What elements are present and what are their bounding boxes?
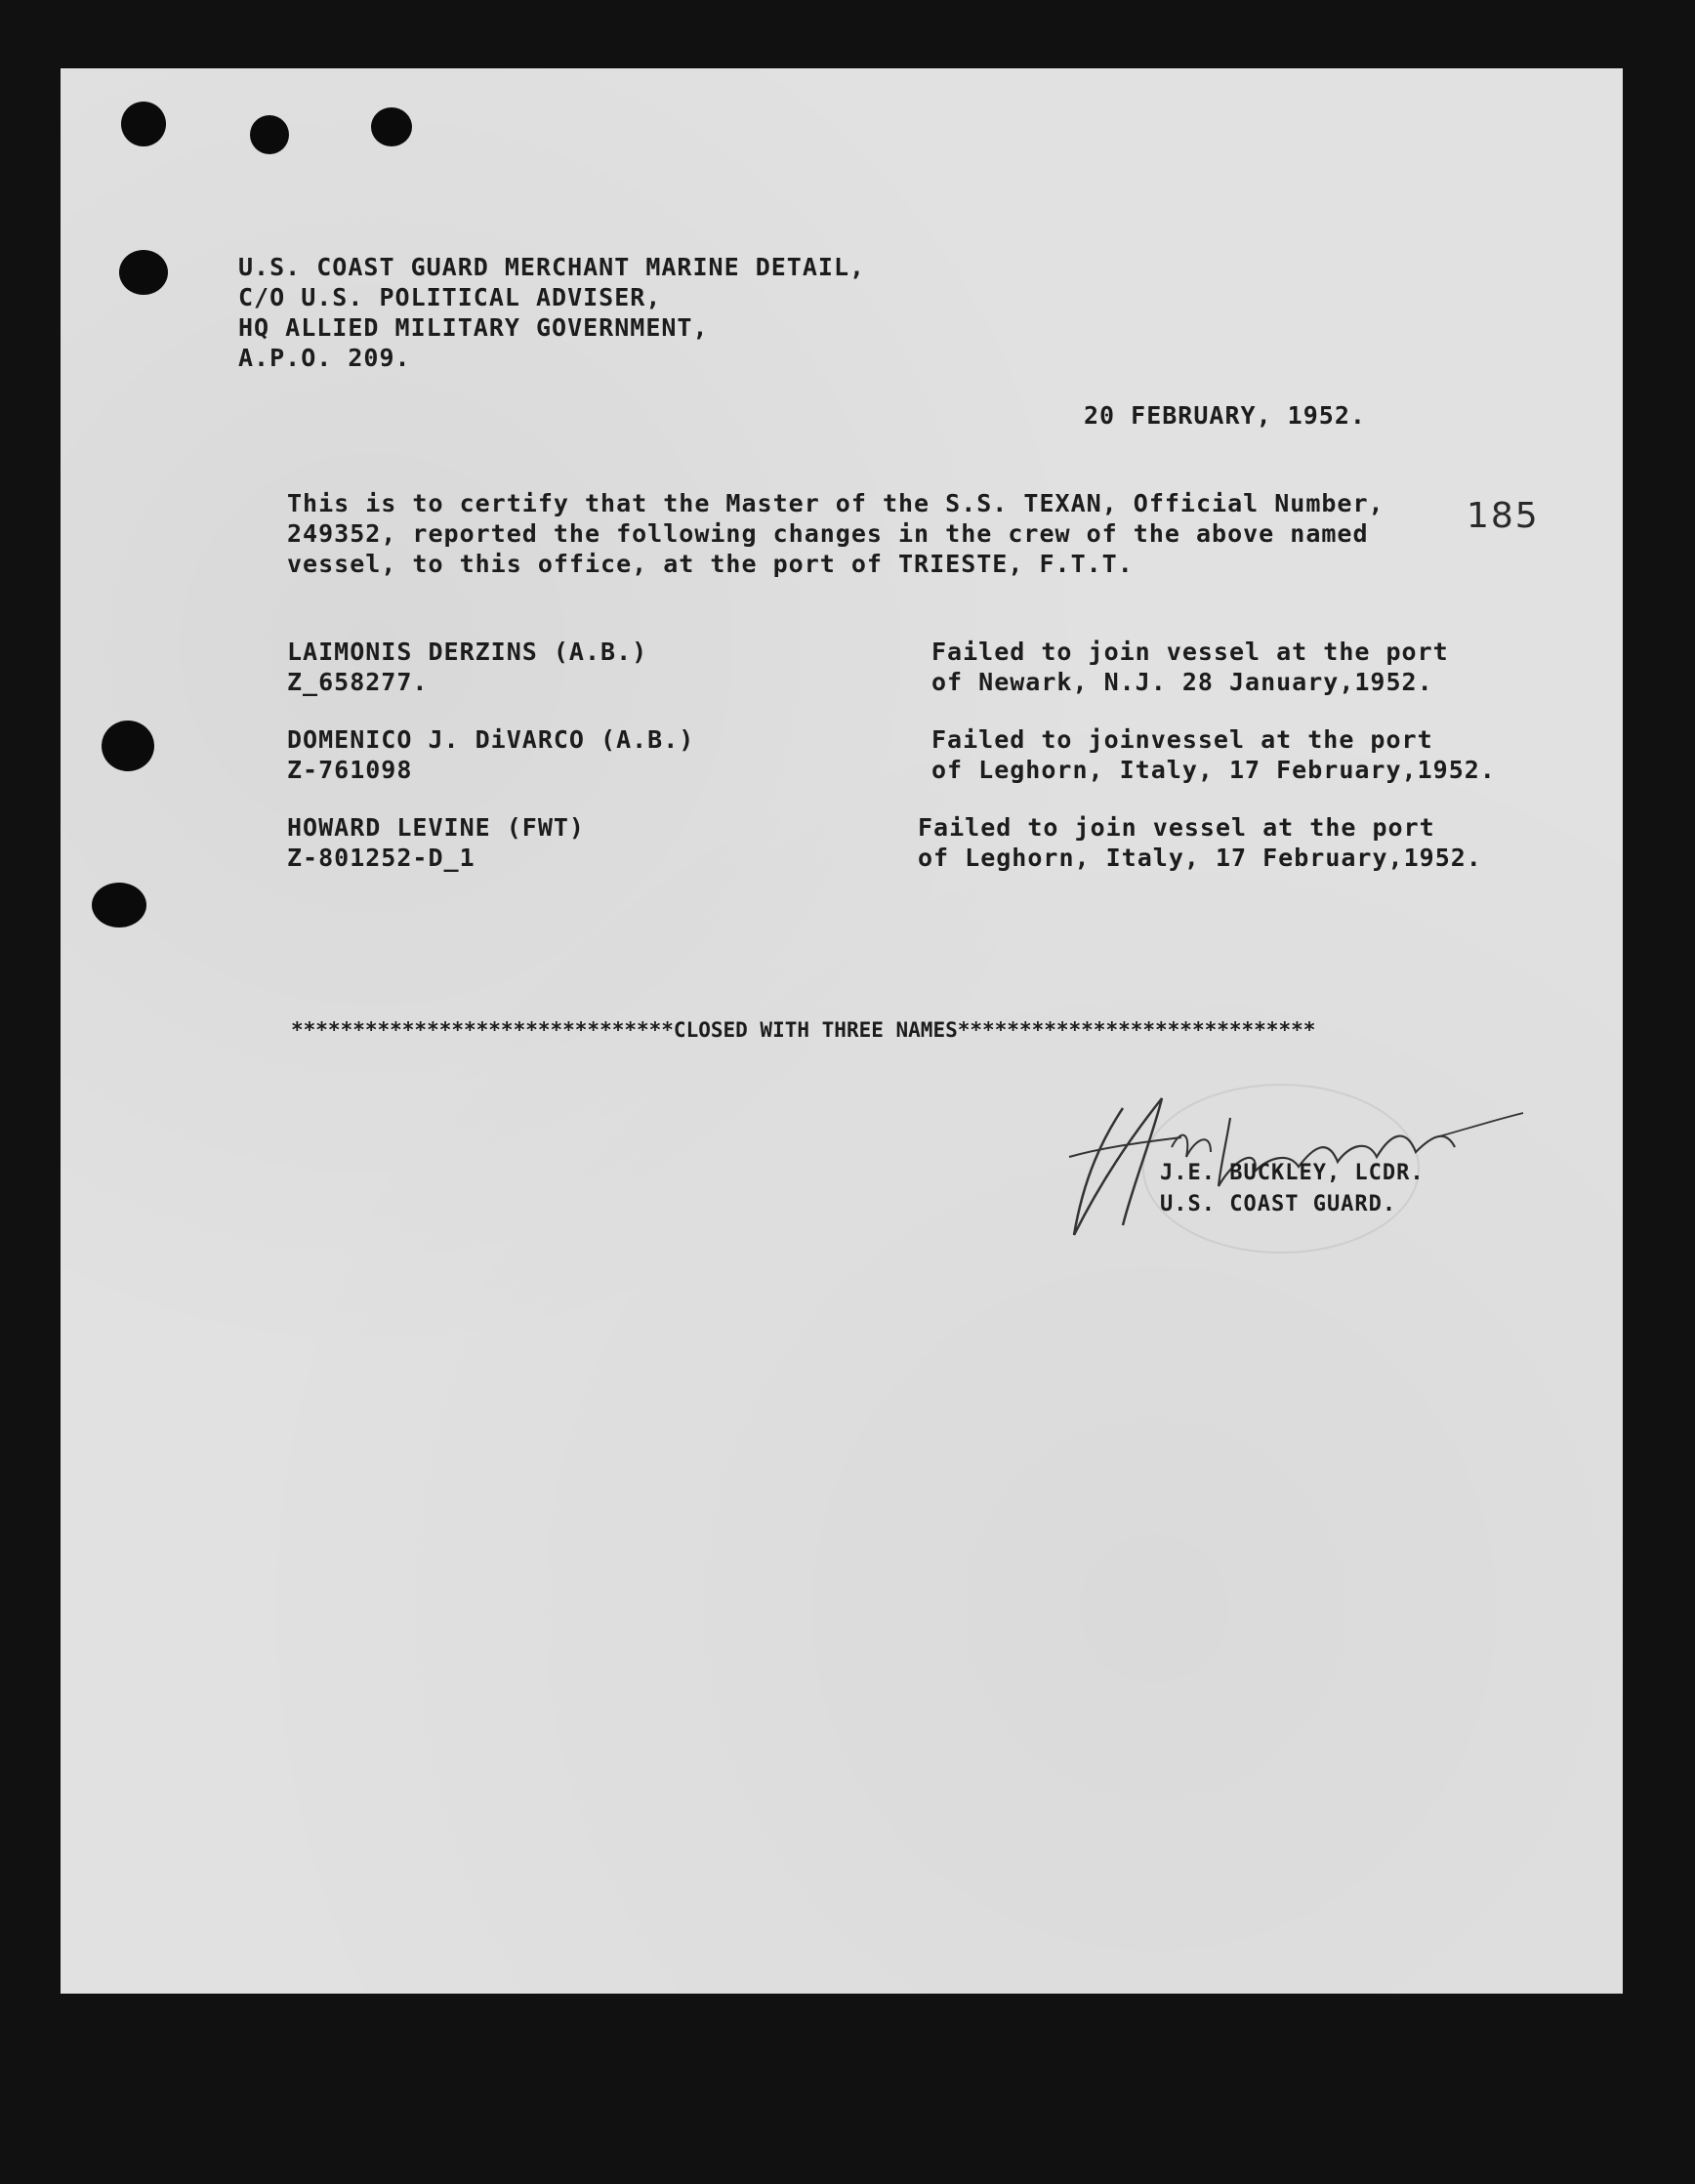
punch-hole (102, 721, 154, 771)
document-date: 20 FEBRUARY, 1952. (1084, 401, 1366, 430)
signatory-name: J.E. BUCKLEY, LCDR. (1160, 1161, 1425, 1185)
letterhead-line: C/O U.S. POLITICAL ADVISER, (238, 283, 662, 311)
punch-hole (121, 102, 166, 146)
certification-line: vessel, to this office, at the port of TRIESTE, F.T.T. (287, 550, 1134, 578)
crew-note: of Leghorn, Italy, 17 February,1952. (931, 756, 1496, 784)
crew-name: HOWARD LEVINE (FWT) (287, 813, 585, 842)
crew-name: DOMENICO J. DiVARCO (A.B.) (287, 725, 695, 754)
closing-line: *******************************CLOSED WITH THREE NAMES***************************** (291, 1018, 1316, 1042)
crew-note: of Newark, N.J. 28 January,1952. (931, 668, 1433, 696)
crew-entry-note (931, 637, 1449, 697)
crew-entry-name (287, 724, 694, 785)
crew-id: Z-801252-D_1 (287, 844, 475, 872)
crew-entry-note (918, 812, 1482, 873)
punch-hole (119, 250, 168, 295)
letterhead-line: HQ ALLIED MILITARY GOVERNMENT, (238, 313, 709, 342)
certification-paragraph (287, 488, 1385, 579)
certification-line: 249352, reported the following changes in the crew of the above named (287, 519, 1369, 548)
page-number: 185 (1467, 496, 1540, 536)
letterhead (238, 252, 865, 373)
crew-entry-note (931, 724, 1496, 785)
crew-id: Z_658277. (287, 668, 429, 696)
crew-id: Z-761098 (287, 756, 413, 784)
signature-block (1160, 1158, 1425, 1220)
crew-entry-name (287, 637, 647, 697)
crew-note: of Leghorn, Italy, 17 February,1952. (918, 844, 1482, 872)
crew-note: Failed to join vessel at the port (918, 813, 1435, 842)
crew-note: Failed to joinvessel at the port (931, 725, 1433, 754)
letterhead-line: U.S. COAST GUARD MERCHANT MARINE DETAIL, (238, 253, 866, 281)
certification-line: This is to certify that the Master of the S.S. TEXAN, Official Number, (287, 489, 1385, 517)
letterhead-line: A.P.O. 209. (238, 344, 411, 372)
punch-hole (92, 883, 146, 927)
punch-hole (371, 107, 412, 146)
crew-entry-name (287, 812, 585, 873)
signatory-organization: U.S. COAST GUARD. (1160, 1192, 1397, 1216)
punch-hole (250, 115, 289, 154)
crew-note: Failed to join vessel at the port (931, 638, 1449, 666)
crew-name: LAIMONIS DERZINS (A.B.) (287, 638, 648, 666)
